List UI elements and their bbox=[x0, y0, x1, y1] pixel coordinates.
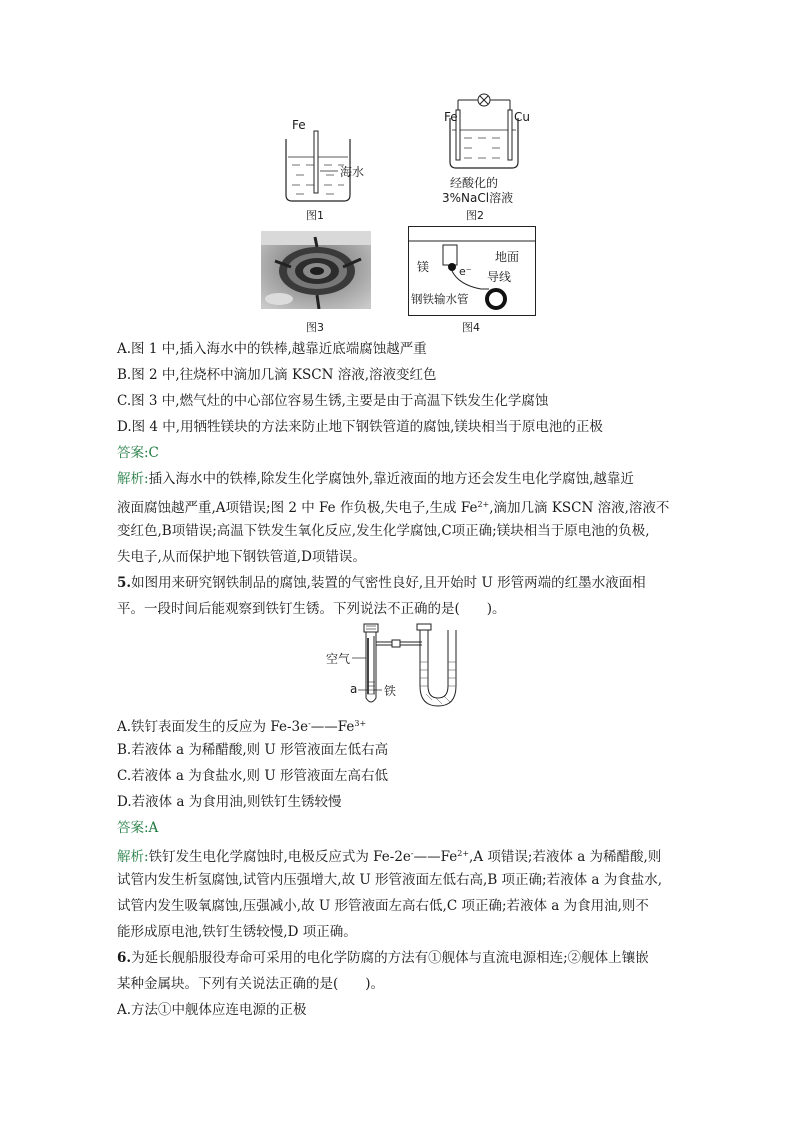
fig2-solution-line1: 经酸化的 bbox=[450, 176, 499, 190]
q6-stem-line1 bbox=[117, 949, 649, 967]
q6-stem-line2: 某种金属块。下列有关说法正确的是( )。 bbox=[117, 976, 385, 992]
q5-analysis-label: 解析: bbox=[117, 849, 149, 865]
q4-analysis-line1 bbox=[117, 470, 634, 488]
figure-3-photo bbox=[261, 231, 371, 309]
q5-option-d: D.若液体 a 为食用油,则铁钉生锈较慢 bbox=[117, 794, 342, 810]
q5-analysis-text1b: ——Fe bbox=[413, 849, 458, 865]
q5-option-a-sup2: 3+ bbox=[354, 719, 367, 728]
q5-option-b: B.若液体 a 为稀醋酸,则 U 形管液面左低右高 bbox=[117, 742, 389, 758]
gas-stove-photo bbox=[261, 231, 371, 309]
figure-1 bbox=[280, 115, 380, 225]
q5-answer: 答案:A bbox=[117, 820, 159, 836]
fig2-caption: 图2 bbox=[466, 209, 484, 222]
q5-fig-air-label: 空气 bbox=[326, 652, 351, 666]
q4-analysis-text2b: ,滴加几滴 KSCN 溶液,溶液不 bbox=[489, 500, 670, 516]
fig4-electron-label: e⁻ bbox=[459, 265, 472, 278]
q5-analysis-sup2: 2+ bbox=[457, 849, 470, 858]
fig4-caption: 图4 bbox=[462, 321, 480, 334]
q5-figure bbox=[322, 622, 472, 710]
q6-stem-text1: 为延长舰船服役寿命可采用的电化学防腐的方法有①舰体与直流电源相连;②舰体上镶嵌 bbox=[131, 950, 649, 966]
q5-option-a-text2: ——Fe bbox=[310, 719, 355, 735]
q5-option-a-text1: A.铁钉表面发生的反应为 Fe-3e bbox=[117, 719, 309, 735]
q4-analysis-sup: 2+ bbox=[477, 500, 490, 509]
fig3-caption: 图3 bbox=[306, 321, 324, 334]
q4-analysis-text1: 插入海水中的铁棒,除发生化学腐蚀外,靠近液面的地方还会发生电化学腐蚀,越靠近 bbox=[148, 471, 634, 487]
q5-stem-text1: 如图用来研究钢铁制品的腐蚀,装置的气密性良好,且开始时 U 形管两端的红墨水液面相 bbox=[131, 575, 646, 591]
fig2-solution-line2: 3%NaCl溶液 bbox=[442, 191, 514, 205]
q5-option-c: C.若液体 a 为食盐水,则 U 形管液面左高右低 bbox=[117, 768, 389, 784]
q5-analysis-text1a: 铁钉发生电化学腐蚀时,电极反应式为 Fe-2e bbox=[148, 849, 411, 865]
q5-analysis-line2: 试管内发生析氢腐蚀,试管内压强增大,故 U 形管液面左低右高,B 项正确;若液体 a 为食盐水, bbox=[117, 872, 663, 888]
fig4-pipe-label: 钢铁输水管 bbox=[411, 292, 469, 306]
q5-analysis-line4: 能形成原电池,铁钉生锈较慢,D 项正确。 bbox=[117, 924, 357, 940]
q6-option-a: A.方法①中舰体应连电源的正极 bbox=[117, 1002, 307, 1018]
figure-2 bbox=[440, 92, 550, 212]
q4-option-b: B.图 2 中,往烧杯中滴加几滴 KSCN 溶液,溶液变红色 bbox=[117, 367, 437, 383]
q4-analysis-line3: 变红色,B项错误;高温下铁发生氧化反应,发生化学腐蚀,C项正确;镁块相当于原电池的负极, bbox=[117, 523, 650, 539]
q4-option-d: D.图 4 中,用牺牲镁块的方法来防止地下钢铁管道的腐蚀,镁块相当于原电池的正极 bbox=[117, 419, 603, 435]
q6-number: 6. bbox=[117, 950, 132, 966]
fig4-ground-label: 地面 bbox=[495, 250, 520, 264]
figure-4 bbox=[408, 226, 536, 316]
q5-fig-a-label: a bbox=[350, 682, 358, 696]
q5-stem-line2: 平。一段时间后能观察到铁钉生锈。下列说法不正确的是( )。 bbox=[117, 601, 506, 617]
q5-stem-line1 bbox=[117, 574, 646, 592]
q4-option-a: A.图 1 中,插入海水中的铁棒,越靠近底端腐蚀越严重 bbox=[117, 341, 427, 357]
q4-analysis-line4: 失电子,从而保护地下钢铁管道,D项错误。 bbox=[117, 549, 366, 565]
fig2-cu-label: Cu bbox=[514, 110, 530, 124]
fig2-fe-label: Fe bbox=[444, 110, 458, 124]
fig4-wire-label: 导线 bbox=[487, 270, 512, 284]
q4-answer: 答案:C bbox=[117, 445, 159, 461]
q5-option-a bbox=[117, 715, 366, 736]
q4-analysis-text2a: 液面腐蚀越严重,A项错误;图 2 中 Fe 作负极,失电子,生成 Fe bbox=[117, 500, 478, 516]
fig1-seawater-label: 海水 bbox=[340, 165, 365, 179]
q5-analysis-sup1: - bbox=[410, 849, 414, 858]
q5-analysis-line3: 试管内发生吸氧腐蚀,压强减小,故 U 形管液面左高右低,C 项正确;若液体 a 为食用油,则不 bbox=[117, 898, 649, 914]
q5-option-a-sup1: - bbox=[308, 719, 311, 728]
q5-analysis-line1 bbox=[117, 845, 661, 866]
q5-fig-iron-label: 铁 bbox=[384, 684, 397, 698]
galvanic-cell-diagram bbox=[440, 92, 550, 172]
q4-analysis-line2 bbox=[117, 496, 669, 517]
q4-analysis-label: 解析: bbox=[117, 471, 149, 487]
fig1-caption: 图1 bbox=[306, 209, 324, 222]
fig1-fe-label: Fe bbox=[292, 118, 306, 132]
q5-analysis-text1c: ,A 项错误;若液体 a 为稀醋酸,则 bbox=[469, 849, 662, 865]
fig4-mg-label: 镁 bbox=[417, 260, 430, 274]
q5-number: 5. bbox=[117, 575, 132, 591]
q4-option-c: C.图 3 中,燃气灶的中心部位容易生锈,主要是由于高温下铁发生化学腐蚀 bbox=[117, 393, 549, 409]
